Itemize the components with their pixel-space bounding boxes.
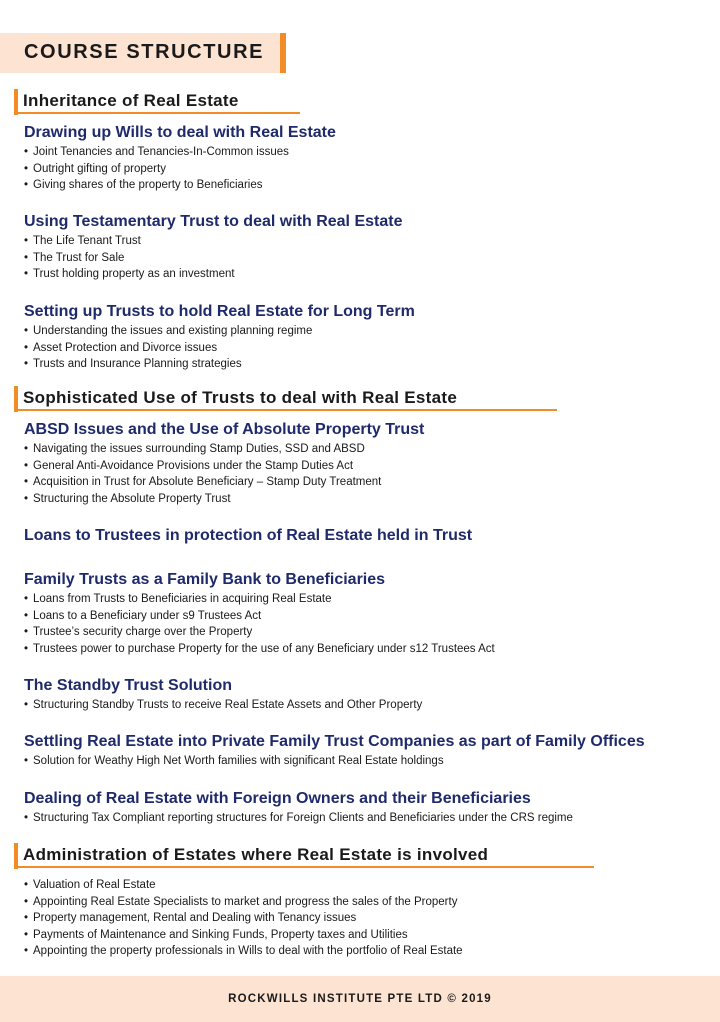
section-underline xyxy=(18,112,300,114)
administration-bullets xyxy=(24,876,463,960)
section-title: Sophisticated Use of Trusts to deal with Real Estate xyxy=(23,388,458,407)
subsection-wills xyxy=(24,123,336,194)
page-title-accent-bar xyxy=(280,33,286,73)
subsection-title: Loans to Trustees in protection of Real Estate held in Trust xyxy=(24,527,473,544)
bullet-item: • Loans from Trusts to Beneficiaries in acquiring Real Estate xyxy=(24,591,495,608)
bullet-item: • Loans to a Beneficiary under s9 Trustees Act xyxy=(24,608,495,625)
footer-copyright: ROCKWILLS INSTITUTE PTE LTD © 2019 xyxy=(228,993,492,1005)
bullet-item: • The Life Tenant Trust xyxy=(24,233,402,250)
bullet-item: • Trustee’s security charge over the Property xyxy=(24,624,495,641)
subsection-title: ABSD Issues and the Use of Absolute Property Trust xyxy=(24,421,425,438)
bullet-item: • Outright gifting of property xyxy=(24,161,336,178)
subsection-title: Dealing of Real Estate with Foreign Owners and their Beneficiaries xyxy=(24,790,531,807)
bullet-item: • Navigating the issues surrounding Stamp Duties, SSD and ABSD xyxy=(24,441,424,458)
section-title: Administration of Estates where Real Estate is involved xyxy=(23,845,489,864)
bullet-item: • Trustees power to purchase Property for the use of any Beneficiary under s12 Trustees Act xyxy=(24,641,495,658)
footer-band xyxy=(0,976,720,1022)
subsection-loans-to-trustees xyxy=(24,526,472,546)
bullet-item: • Payments of Maintenance and Sinking Funds, Property taxes and Utilities xyxy=(24,927,463,944)
page-title: COURSE STRUCTURE xyxy=(24,41,265,63)
bullet-list xyxy=(24,591,495,657)
subsection-family-bank xyxy=(24,570,495,657)
subsection-testamentary-trust xyxy=(24,212,402,283)
subsection-title: Settling Real Estate into Private Family Trust Companies as part of Family Offices xyxy=(24,733,645,750)
bullet-item: • The Trust for Sale xyxy=(24,250,402,267)
bullet-item: • Trusts and Insurance Planning strategies xyxy=(24,356,415,373)
subsection-title: Setting up Trusts to hold Real Estate for Long Term xyxy=(24,303,415,320)
bullet-item: • Acquisition in Trust for Absolute Beneficiary – Stamp Duty Treatment xyxy=(24,474,424,491)
bullet-item: • Appointing the property professionals in Wills to deal with the portfolio of Real Estate xyxy=(24,943,463,960)
subsection-title: Drawing up Wills to deal with Real Estate xyxy=(24,124,336,141)
subsection-family-trust-companies xyxy=(24,732,645,770)
bullet-item: • Property management, Rental and Dealing with Tenancy issues xyxy=(24,910,463,927)
bullet-item: • Asset Protection and Divorce issues xyxy=(24,340,415,357)
bullet-item: • Trust holding property as an investment xyxy=(24,266,402,283)
subsection-title: Using Testamentary Trust to deal with Real Estate xyxy=(24,213,403,230)
subsection-long-term-trusts xyxy=(24,302,415,373)
bullet-item: • Valuation of Real Estate xyxy=(24,877,463,894)
bullet-item: • Appointing Real Estate Specialists to market and progress the sales of the Property xyxy=(24,894,463,911)
bullet-list xyxy=(24,233,402,283)
section-title: Inheritance of Real Estate xyxy=(23,91,239,110)
subsection-standby-trust xyxy=(24,676,422,714)
section-underline xyxy=(18,409,557,411)
bullet-list xyxy=(24,697,422,714)
bullet-item: • Giving shares of the property to Beneficiaries xyxy=(24,177,336,194)
bullet-list xyxy=(24,323,415,373)
section-underline xyxy=(18,866,594,868)
bullet-list xyxy=(24,877,463,960)
bullet-item: • Understanding the issues and existing planning regime xyxy=(24,323,415,340)
subsection-title: The Standby Trust Solution xyxy=(24,677,232,694)
bullet-item: • Structuring Tax Compliant reporting structures for Foreign Clients and Beneficiaries under the CRS regime xyxy=(24,810,573,827)
bullet-item: • Structuring the Absolute Property Trust xyxy=(24,491,424,508)
bullet-item: • Solution for Weathy High Net Worth families with significant Real Estate holdings xyxy=(24,753,645,770)
bullet-item: • Structuring Standby Trusts to receive Real Estate Assets and Other Property xyxy=(24,697,422,714)
bullet-item: • Joint Tenancies and Tenancies-In-Common issues xyxy=(24,144,336,161)
subsection-foreign-owners xyxy=(24,789,573,827)
bullet-list xyxy=(24,753,645,770)
bullet-list xyxy=(24,810,573,827)
bullet-list xyxy=(24,441,424,507)
bullet-item: • General Anti-Avoidance Provisions under the Stamp Duties Act xyxy=(24,458,424,475)
bullet-list xyxy=(24,144,336,194)
subsection-absd xyxy=(24,420,424,507)
subsection-title: Family Trusts as a Family Bank to Beneficiaries xyxy=(24,571,386,588)
